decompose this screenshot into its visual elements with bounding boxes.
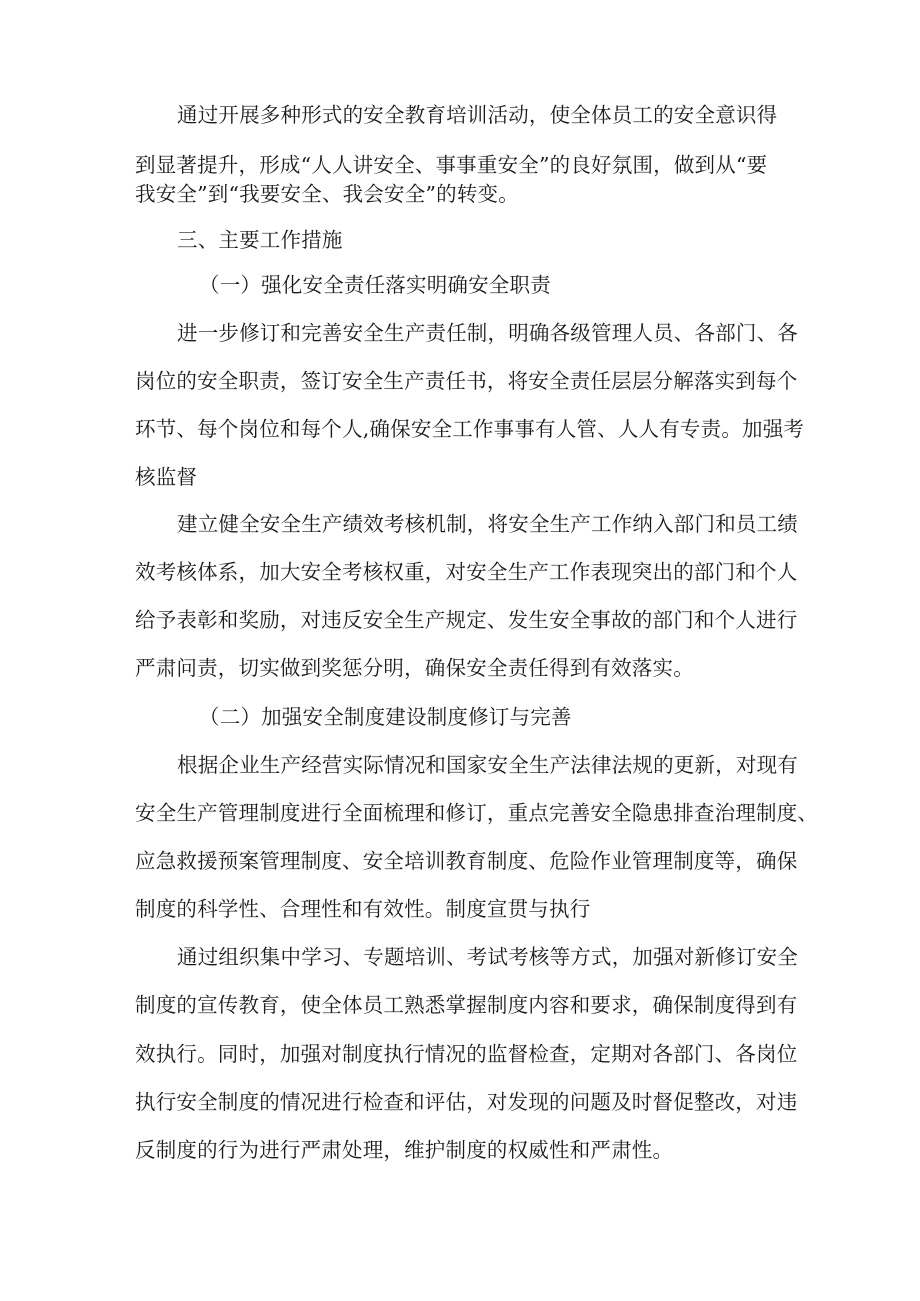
paragraph-line: 我安全”到“我要安全、我会安全”的转变。 xyxy=(135,182,519,206)
paragraph-line: 给予表彰和奖励，对违反安全生产规定、发生安全事故的部门和个人进行 xyxy=(135,608,798,632)
paragraph-line: 制度的宣传教育，使全体员工熟悉掌握制度内容和要求，确保制度得到有 xyxy=(135,993,798,1017)
paragraph-line: 效考核体系，加大安全考核权重，对安全生产工作表现突出的部门和个人 xyxy=(135,560,798,584)
paragraph-line: 岗位的安全职责，签订安全生产责任书，将安全责任层层分解落实到每个 xyxy=(135,369,798,393)
paragraph-line: 通过组织集中学习、专题培训、考试考核等方式，加强对新修订安全 xyxy=(177,945,798,969)
paragraph-line: 核监督 xyxy=(135,465,198,489)
paragraph-line: 制度的科学性、合理性和有效性。制度宣贯与执行 xyxy=(135,897,591,921)
paragraph-line: 严肃问责，切实做到奖惩分明，确保安全责任得到有效落实。 xyxy=(135,656,694,680)
section-heading: 三、主要工作措施 xyxy=(177,228,343,252)
subsection-heading: （一）强化安全责任落实明确安全职责 xyxy=(199,273,551,297)
paragraph-line: 安全生产管理制度进行全面梳理和修订，重点完善安全隐患排查治理制度、 xyxy=(135,801,819,825)
subsection-heading: （二）加强安全制度建设制度修订与完善 xyxy=(199,705,572,729)
paragraph-line: 环节、每个岗位和每个人,确保安全工作事事有人管、人人有专责。加强考 xyxy=(135,417,805,441)
paragraph-line: 进一步修订和完善安全生产责任制，明确各级管理人员、各部门、各 xyxy=(177,321,798,345)
paragraph-line: 根据企业生产经营实际情况和国家安全生产法律法规的更新，对现有 xyxy=(177,753,798,777)
paragraph-line: 应急救援预案管理制度、安全培训教育制度、危险作业管理制度等，确保 xyxy=(135,849,798,873)
paragraph-line: 通过开展多种形式的安全教育培训活动，使全体员工的安全意识得 xyxy=(177,103,778,127)
paragraph-line: 执行安全制度的情况进行检查和评估，对发现的问题及时督促整改，对违 xyxy=(135,1090,798,1114)
paragraph-line: 反制度的行为进行严肃处理，维护制度的权威性和严肃性。 xyxy=(135,1138,674,1162)
paragraph-line: 效执行。同时，加强对制度执行情况的监督检查，定期对各部门、各岗位 xyxy=(135,1042,798,1066)
paragraph-line: 到显著提升，形成“人人讲安全、事事重安全”的良好氛围，做到从“要 xyxy=(135,153,768,177)
paragraph-line: 建立健全安全生产绩效考核机制，将安全生产工作纳入部门和员工绩 xyxy=(177,512,798,536)
